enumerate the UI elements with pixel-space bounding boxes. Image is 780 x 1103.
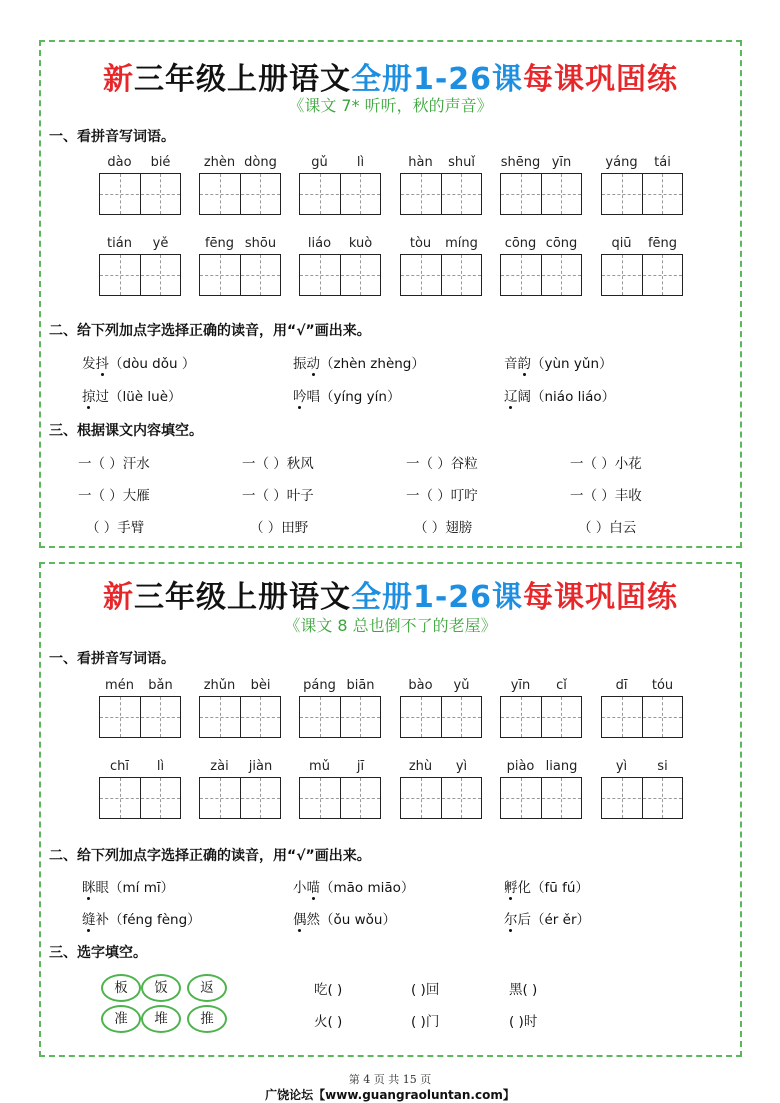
pinyin-label — [500, 155, 582, 173]
tianzige-box[interactable] — [500, 696, 582, 738]
pinyin-syllable: bǎn — [148, 678, 173, 693]
tianzige-box[interactable] — [199, 173, 281, 215]
choose-blank[interactable]: 火( ) — [314, 1014, 343, 1030]
grid-guide — [401, 717, 481, 718]
tianzige-box[interactable] — [400, 696, 482, 738]
pronunciation-options[interactable]: （ér ěr） — [531, 912, 591, 928]
pinyin-syllable: yīn — [551, 155, 572, 170]
pinyin-syllable: bié — [150, 155, 171, 170]
pinyin-syllable: gǔ — [311, 155, 328, 170]
tianzige-box[interactable] — [199, 254, 281, 296]
reading-item — [82, 908, 201, 928]
character-cloud[interactable]: 饭 — [141, 974, 181, 1002]
pinyin-syllable: qiū — [611, 236, 632, 251]
pinyin-label — [400, 155, 482, 173]
blank-phrase[interactable]: 一（ ）大雁 — [78, 488, 150, 504]
worksheet-panel-lesson-7 — [39, 40, 742, 548]
grid-guide — [200, 194, 280, 195]
section-3-heading: 三、根据课文内容填空。 — [49, 423, 203, 439]
character-cloud[interactable]: 推 — [187, 1005, 227, 1033]
tianzige-box[interactable] — [601, 173, 683, 215]
pinyin-label — [500, 759, 582, 777]
word-part: 后 — [517, 912, 531, 928]
tianzige-box[interactable] — [299, 173, 381, 215]
pinyin-syllable: lì — [156, 759, 165, 774]
grid-guide — [300, 717, 380, 718]
blank-phrase[interactable]: 一（ ）叮咛 — [406, 488, 478, 504]
character-cloud[interactable]: 堆 — [141, 1005, 181, 1033]
word-part: 音 — [504, 356, 518, 372]
choose-blank[interactable]: ( )时 — [509, 1014, 538, 1030]
pronunciation-options[interactable]: （yùn yǔn） — [531, 356, 613, 372]
grid-guide — [100, 194, 180, 195]
pinyin-label — [500, 678, 582, 696]
pinyin-label — [601, 236, 683, 254]
pronunciation-options[interactable]: （ǒu wǒu） — [320, 912, 396, 928]
pinyin-label — [99, 155, 181, 173]
pinyin-label — [400, 236, 482, 254]
dotted-character: 抖 — [96, 352, 110, 372]
pinyin-syllable: jī — [356, 759, 365, 774]
pronunciation-options[interactable]: （yíng yín） — [320, 389, 401, 405]
word-part: 小 — [293, 880, 307, 896]
tianzige-box[interactable] — [500, 173, 582, 215]
grid-guide — [300, 275, 380, 276]
pinyin-syllable: cōng — [545, 236, 578, 251]
pronunciation-options[interactable]: （mí mī） — [109, 880, 175, 896]
pinyin-syllable: shuǐ — [448, 155, 475, 170]
tianzige-box[interactable] — [99, 254, 181, 296]
section-1-heading: 一、看拼音写词语。 — [49, 129, 175, 145]
grid-guide — [100, 275, 180, 276]
pinyin-syllable: chī — [110, 759, 129, 774]
tianzige-box[interactable] — [400, 777, 482, 819]
pinyin-syllable: si — [657, 759, 668, 774]
section-3-heading: 三、选字填空。 — [49, 945, 147, 961]
dotted-character: 孵 — [504, 876, 518, 896]
character-cloud[interactable]: 准 — [101, 1005, 141, 1033]
pinyin-syllable: yě — [152, 236, 169, 251]
pinyin-label — [299, 678, 381, 696]
tianzige-box[interactable] — [99, 696, 181, 738]
section-2-heading: 二、给下列加点字选择正确的读音，用“√”画出来。 — [49, 848, 371, 864]
pinyin-label — [601, 155, 683, 173]
pinyin-syllable: tòu — [409, 236, 432, 251]
pinyin-syllable: jiàn — [248, 759, 273, 774]
choose-blank[interactable]: ( )门 — [411, 1014, 440, 1030]
pinyin-syllable: dào — [107, 155, 132, 170]
reading-item — [504, 352, 613, 372]
pinyin-syllable: fēng — [647, 236, 678, 251]
reading-item — [504, 908, 590, 928]
pinyin-syllable: tián — [107, 236, 132, 251]
blank-phrase[interactable]: 一（ ）谷粒 — [406, 456, 478, 472]
grid-guide — [200, 717, 280, 718]
word-part: 化 — [517, 880, 531, 896]
dotted-character: 吟 — [293, 385, 307, 405]
word-part: 振 — [293, 356, 307, 372]
tianzige-box[interactable] — [500, 777, 582, 819]
pinyin-syllable: liáo — [307, 236, 332, 251]
pinyin-label — [199, 678, 281, 696]
choose-blank[interactable]: ( )回 — [411, 982, 440, 998]
tianzige-box[interactable] — [299, 777, 381, 819]
character-cloud[interactable]: 板 — [101, 974, 141, 1002]
pinyin-label — [299, 236, 381, 254]
reading-item — [82, 352, 195, 372]
pinyin-syllable: bào — [408, 678, 433, 693]
word-part: 过 — [95, 389, 109, 405]
grid-guide — [501, 717, 581, 718]
pronunciation-options[interactable]: （māo miāo） — [320, 880, 415, 896]
tianzige-box[interactable] — [199, 696, 281, 738]
dotted-character: 辽 — [504, 385, 518, 405]
pinyin-syllable: zhù — [408, 759, 433, 774]
grid-guide — [100, 798, 180, 799]
pronunciation-options[interactable]: （lüè luè） — [109, 389, 182, 405]
blank-phrase[interactable]: （ ）翅膀 — [414, 520, 473, 536]
dotted-character: 动 — [307, 352, 321, 372]
blank-phrase[interactable]: （ ）手臂 — [86, 520, 145, 536]
blank-phrase[interactable]: （ ）白云 — [578, 520, 637, 536]
dotted-character: 眯 — [82, 876, 96, 896]
pinyin-label — [500, 236, 582, 254]
reading-item — [293, 385, 400, 405]
pinyin-syllable: piào — [506, 759, 535, 774]
pinyin-label — [299, 155, 381, 173]
tianzige-box[interactable] — [299, 254, 381, 296]
pinyin-syllable: cōng — [504, 236, 537, 251]
pinyin-syllable: tóu — [651, 678, 674, 693]
tianzige-box[interactable] — [400, 173, 482, 215]
pinyin-syllable: dī — [615, 678, 628, 693]
dotted-character: 掠 — [82, 385, 96, 405]
dotted-character: 缝 — [82, 908, 96, 928]
blank-phrase[interactable]: （ ）田野 — [250, 520, 309, 536]
reading-item — [82, 876, 174, 896]
reading-item — [504, 385, 615, 405]
blank-phrase[interactable]: 一（ ）小花 — [570, 456, 642, 472]
page-title: 新三年级上册语文全册1-26课每课巩固练 — [102, 580, 679, 615]
pronunciation-options[interactable]: （féng fèng） — [109, 912, 201, 928]
grid-guide — [200, 798, 280, 799]
pronunciation-options[interactable]: （fū fú） — [531, 880, 589, 896]
pronunciation-options[interactable]: （niáo liáo） — [531, 389, 616, 405]
pinyin-syllable: yáng — [605, 155, 638, 170]
pinyin-syllable: yì — [455, 759, 468, 774]
pronunciation-options[interactable]: （zhèn zhèng） — [320, 356, 425, 372]
grid-guide — [602, 194, 682, 195]
grid-guide — [602, 798, 682, 799]
dotted-character: 偶 — [293, 908, 307, 928]
tianzige-box[interactable] — [601, 777, 683, 819]
pinyin-syllable: bèi — [250, 678, 271, 693]
lesson-subtitle: 《课文 8 总也倒不了的老屋》 — [284, 616, 497, 635]
word-part: 发 — [82, 356, 96, 372]
pinyin-label — [601, 678, 683, 696]
site-credit: 广饶论坛【www.guangraoluntan.com】 — [265, 1088, 515, 1102]
word-part: 阔 — [517, 389, 531, 405]
pinyin-syllable: mǔ — [309, 759, 330, 774]
word-part: 补 — [95, 912, 109, 928]
pinyin-label — [199, 759, 281, 777]
grid-guide — [200, 275, 280, 276]
grid-guide — [501, 275, 581, 276]
word-part: 唱 — [306, 389, 320, 405]
grid-guide — [501, 798, 581, 799]
dotted-character: 尔 — [504, 908, 518, 928]
tianzige-box[interactable] — [99, 173, 181, 215]
pinyin-label — [400, 759, 482, 777]
pinyin-label — [199, 236, 281, 254]
pinyin-label — [199, 155, 281, 173]
pinyin-syllable: fēng — [204, 236, 235, 251]
pinyin-syllable: dòng — [244, 155, 277, 170]
pinyin-syllable: páng — [303, 678, 336, 693]
worksheet-panel-lesson-8 — [39, 562, 742, 1057]
tianzige-box[interactable] — [99, 777, 181, 819]
grid-guide — [401, 194, 481, 195]
pinyin-syllable: kuò — [348, 236, 373, 251]
pinyin-syllable: zhèn — [203, 155, 236, 170]
pinyin-syllable: liang — [545, 759, 578, 774]
grid-guide — [401, 798, 481, 799]
reading-item — [82, 385, 182, 405]
choose-blank[interactable]: 黑( ) — [509, 982, 538, 998]
grid-guide — [300, 194, 380, 195]
reading-item — [293, 352, 425, 372]
tianzige-box[interactable] — [299, 696, 381, 738]
grid-guide — [300, 798, 380, 799]
word-part: 眼 — [95, 880, 109, 896]
choose-blank[interactable]: 吃( ) — [314, 982, 343, 998]
grid-guide — [401, 275, 481, 276]
pinyin-syllable: biān — [346, 678, 375, 693]
blank-phrase[interactable]: 一（ ）汗水 — [78, 456, 150, 472]
reading-item — [504, 876, 589, 896]
pinyin-label — [400, 678, 482, 696]
pinyin-syllable: yīn — [510, 678, 531, 693]
pinyin-label — [299, 759, 381, 777]
reading-item — [293, 908, 396, 928]
pinyin-syllable: lì — [356, 155, 365, 170]
grid-guide — [501, 194, 581, 195]
grid-guide — [602, 717, 682, 718]
pinyin-syllable: shōu — [244, 236, 277, 251]
section-1-heading: 一、看拼音写词语。 — [49, 651, 175, 667]
pinyin-syllable: yǔ — [453, 678, 470, 693]
pinyin-syllable: mén — [105, 678, 134, 693]
dotted-character: 韵 — [518, 352, 532, 372]
reading-item — [293, 876, 414, 896]
lesson-subtitle: 《课文 7* 听听，秋的声音》 — [288, 96, 493, 115]
tianzige-box[interactable] — [500, 254, 582, 296]
tianzige-box[interactable] — [400, 254, 482, 296]
blank-phrase[interactable]: 一（ ）丰收 — [570, 488, 642, 504]
blank-phrase[interactable]: 一（ ）叶子 — [242, 488, 314, 504]
pronunciation-options[interactable]: （dòu dǒu ） — [109, 356, 196, 372]
pinyin-syllable: yì — [615, 759, 628, 774]
pinyin-label — [99, 759, 181, 777]
section-2-heading: 二、给下列加点字选择正确的读音，用“√”画出来。 — [49, 323, 371, 339]
pinyin-syllable: tái — [654, 155, 671, 170]
pinyin-syllable: zhǔn — [203, 678, 236, 693]
dotted-character: 喵 — [307, 876, 321, 896]
pinyin-syllable: zài — [210, 759, 229, 774]
pinyin-syllable: míng — [445, 236, 478, 251]
pinyin-label — [99, 678, 181, 696]
tianzige-box[interactable] — [601, 696, 683, 738]
page-number: 第 4 页 共 15 页 — [348, 1073, 432, 1086]
pinyin-label — [99, 236, 181, 254]
pinyin-syllable: hàn — [408, 155, 433, 170]
word-part: 然 — [306, 912, 320, 928]
tianzige-box[interactable] — [601, 254, 683, 296]
tianzige-box[interactable] — [199, 777, 281, 819]
grid-guide — [602, 275, 682, 276]
pinyin-label — [601, 759, 683, 777]
page-title: 新三年级上册语文全册1-26课每课巩固练 — [102, 62, 679, 97]
pinyin-syllable: cǐ — [556, 678, 567, 693]
character-cloud[interactable]: 返 — [187, 974, 227, 1002]
blank-phrase[interactable]: 一（ ）秋风 — [242, 456, 314, 472]
grid-guide — [100, 717, 180, 718]
pinyin-syllable: shēng — [500, 155, 541, 170]
